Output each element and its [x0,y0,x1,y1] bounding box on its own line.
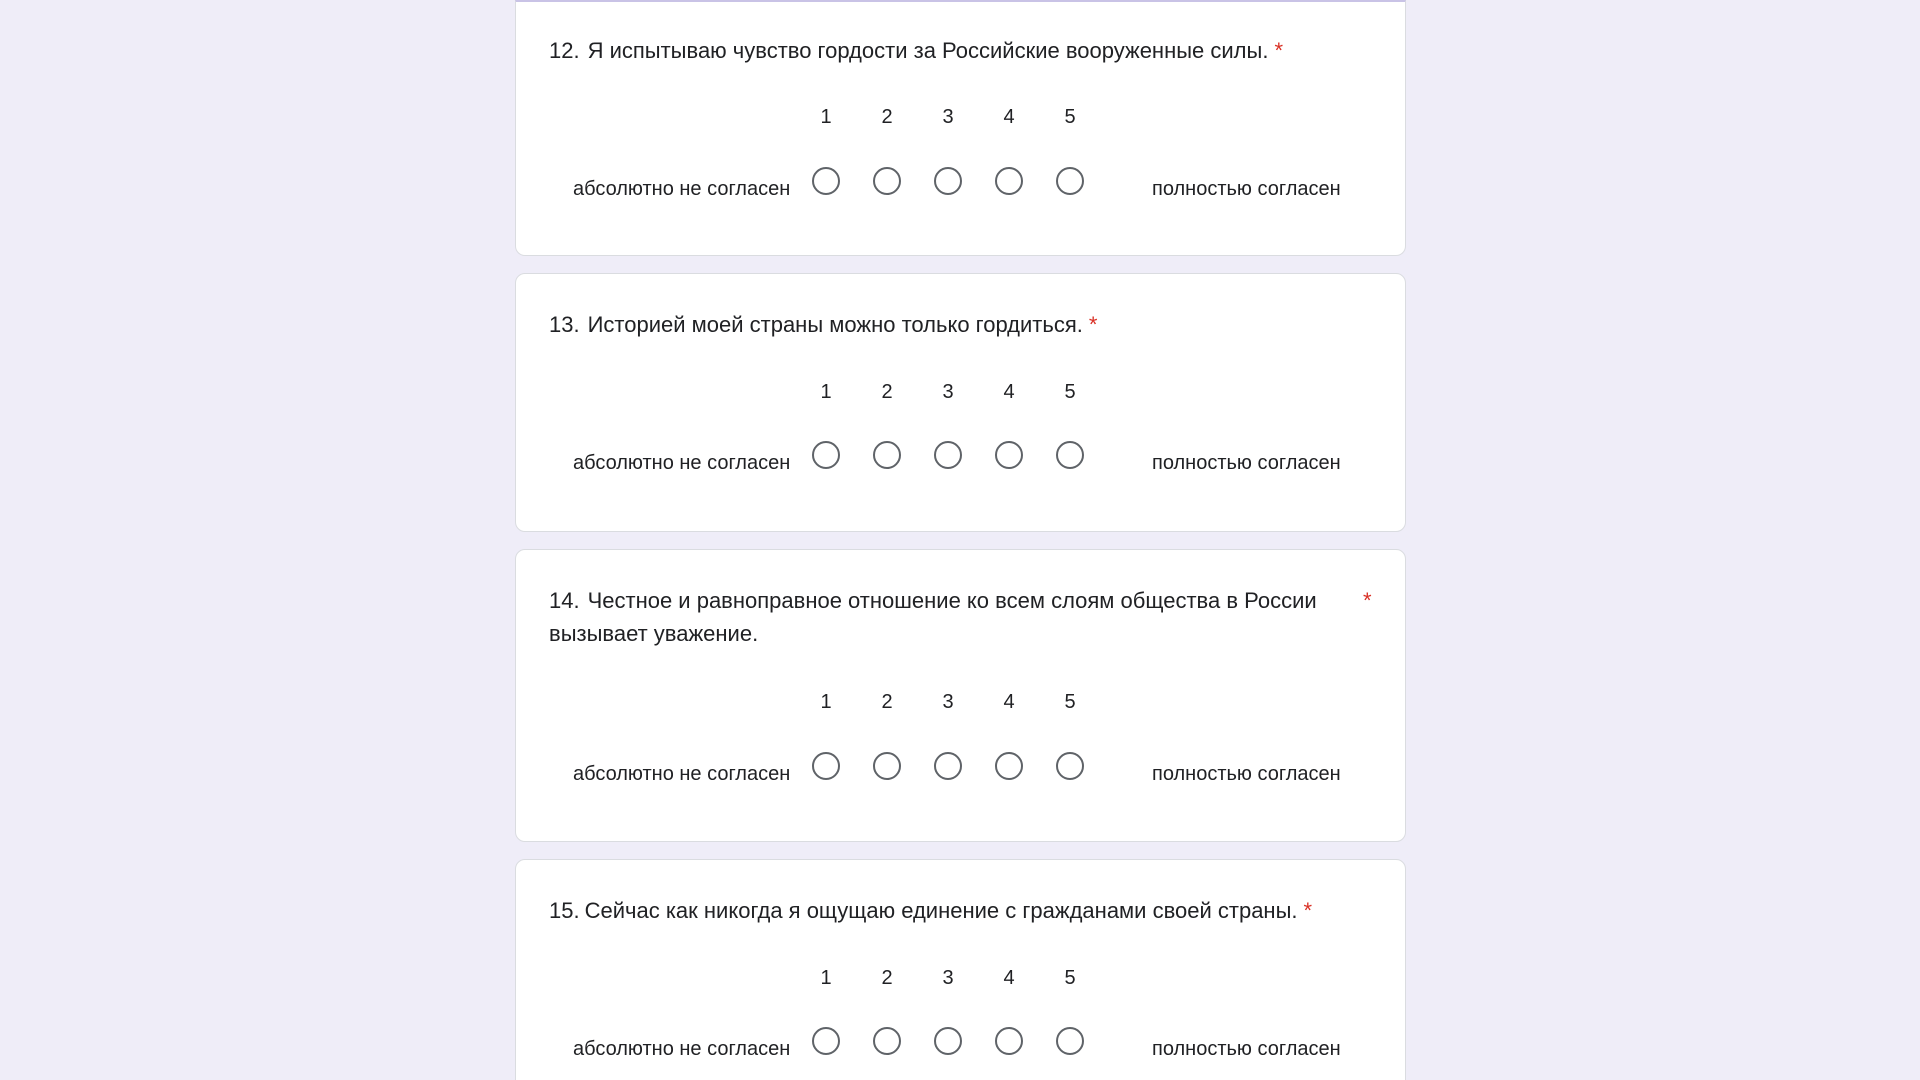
scale-number-5: 5 [1064,381,1076,403]
question-title [549,584,1339,650]
scale-number-1: 1 [820,967,832,989]
scale-number-2: 2 [881,381,893,403]
scale-number-2: 2 [881,691,893,713]
question-text: Честное и равноправное отношение ко всем слоям общества в России вызывает уважение. [549,588,1317,646]
question-card-15 [515,859,1406,1080]
radio-option-4[interactable] [995,752,1023,780]
scale-number-5: 5 [1064,691,1076,713]
question-text: Я испытываю чувство гордости за Российские вооруженные силы. [587,38,1269,63]
radio-option-2[interactable] [873,167,901,195]
question-number: 13. [549,312,580,337]
scale-number-2: 2 [881,967,893,989]
required-asterisk: * [1303,898,1313,923]
question-number: 15. [549,898,580,923]
radio-option-3[interactable] [934,752,962,780]
scale-number-3: 3 [942,106,954,128]
radio-option-2[interactable] [873,752,901,780]
scale-number-4: 4 [1003,106,1015,128]
radio-option-1[interactable] [812,167,840,195]
radio-option-2[interactable] [873,1027,901,1055]
scale-high-label: полностью согласен [1152,1038,1341,1060]
question-number: 14. [549,588,580,613]
radio-option-1[interactable] [812,752,840,780]
scale-high-label: полностью согласен [1152,763,1341,785]
question-title [549,308,1349,341]
scale-number-5: 5 [1064,106,1076,128]
radio-option-4[interactable] [995,441,1023,469]
radio-option-4[interactable] [995,167,1023,195]
required-asterisk: * [1088,312,1098,337]
question-text: Сейчас как никогда я ощущаю единение с гражданами своей страны. [584,898,1298,923]
question-title [549,894,1349,927]
radio-option-1[interactable] [812,441,840,469]
radio-option-5[interactable] [1056,1027,1084,1055]
scale-low-label: абсолютно не согласен [573,763,791,785]
scale-number-5: 5 [1064,967,1076,989]
question-card-12 [515,0,1406,256]
scale-number-1: 1 [820,381,832,403]
scale-number-4: 4 [1003,381,1015,403]
scale-number-1: 1 [820,691,832,713]
radio-option-2[interactable] [873,441,901,469]
radio-option-1[interactable] [812,1027,840,1055]
scale-high-label: полностью согласен [1152,178,1341,200]
radio-option-5[interactable] [1056,167,1084,195]
question-number: 12. [549,38,580,63]
radio-option-3[interactable] [934,1027,962,1055]
question-text: Историей моей страны можно только гордиться. [587,312,1083,337]
scale-number-1: 1 [820,106,832,128]
scale-number-3: 3 [942,691,954,713]
radio-option-4[interactable] [995,1027,1023,1055]
radio-option-3[interactable] [934,441,962,469]
radio-option-5[interactable] [1056,752,1084,780]
required-asterisk: * [1363,588,1372,613]
required-asterisk: * [1274,38,1283,63]
scale-number-2: 2 [881,106,893,128]
radio-option-3[interactable] [934,167,962,195]
scale-low-label: абсолютно не согласен [573,1038,791,1060]
scale-high-label: полностью согласен [1152,452,1341,474]
scale-number-4: 4 [1003,691,1015,713]
radio-option-5[interactable] [1056,441,1084,469]
scale-number-3: 3 [942,381,954,403]
question-card-14 [515,549,1406,842]
scale-number-4: 4 [1003,967,1015,989]
scale-number-3: 3 [942,967,954,989]
question-title [549,34,1349,67]
scale-low-label: абсолютно не согласен [573,452,791,474]
scale-low-label: абсолютно не согласен [573,178,791,200]
question-card-13 [515,273,1406,532]
